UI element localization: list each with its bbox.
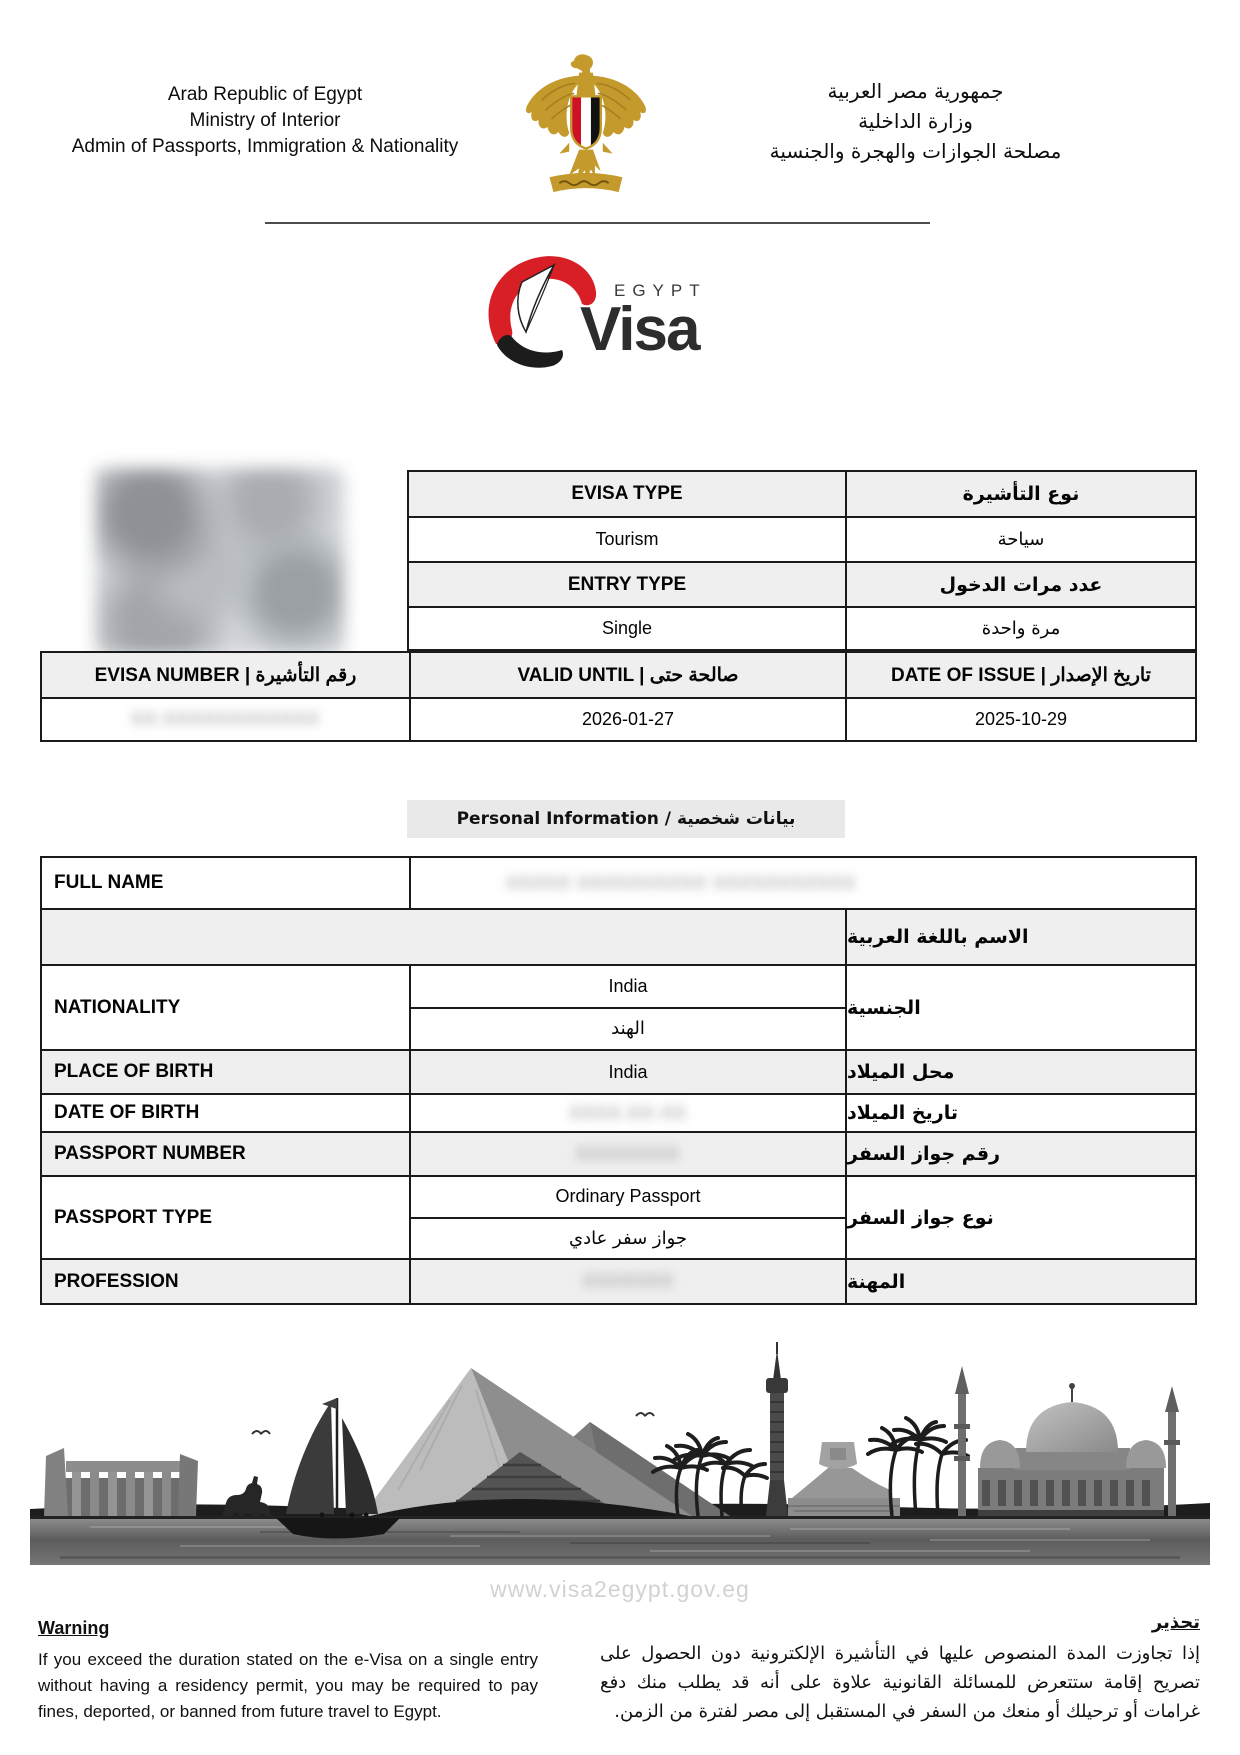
header-english-line2: Ministry of Interior [189, 110, 341, 131]
entry-type-value-en: Single [409, 606, 845, 649]
passport-number-label-ar: رقم جواز السفر [845, 1131, 1195, 1175]
date-of-birth-label: DATE OF BIRTH [42, 1093, 409, 1131]
valid-until-label: VALID UNTIL | صالحة حتى [409, 653, 845, 697]
sphinx [788, 1442, 900, 1516]
evisa-type-value-ar: سياحة [845, 516, 1195, 561]
qr-code-blurred [95, 468, 345, 656]
egypt-skyline-illustration [30, 1330, 1210, 1565]
arabic-name-label: الاسم باللغة العربية [845, 908, 1195, 964]
full-name-value-redacted: XXXXX XXXXXXXXXX XXXXXXXXXXX [506, 872, 857, 893]
passport-number-label: PASSPORT NUMBER [42, 1131, 409, 1175]
website-watermark: www.visa2egypt.gov.eg [490, 1576, 750, 1602]
date-of-issue-label: DATE OF ISSUE | تاريخ الإصدار [845, 653, 1195, 697]
evisa-number-value-redacted: XX-XXXXXXXXXXXX [130, 709, 321, 729]
personal-information-table [40, 856, 1197, 1305]
evisa-type-value-en: Tourism [409, 516, 845, 561]
header-english [55, 82, 475, 160]
place-of-birth-label: PLACE OF BIRTH [42, 1049, 409, 1093]
nationality-row [42, 964, 1195, 1049]
entry-type-value-ar: مرة واحدة [845, 606, 1195, 649]
date-of-issue-value: 2025-10-29 [845, 697, 1195, 740]
valid-until-value: 2026-01-27 [409, 697, 845, 740]
nationality-value-en: India [608, 975, 648, 996]
header-arabic-line3: مصلحة الجوازات والهجرة والجنسية [769, 139, 1062, 163]
arabic-name-value-empty [42, 908, 845, 964]
mosque [954, 1366, 1180, 1516]
nationality-value-ar: الهند [411, 1007, 845, 1050]
passport-type-value-en: Ordinary Passport [555, 1186, 701, 1207]
place-of-birth-label-ar: محل الميلاد [845, 1049, 1195, 1093]
profession-row [42, 1258, 1195, 1303]
visa-type-table [407, 470, 1197, 651]
shoreline [30, 1516, 1210, 1519]
profession-label-ar: المهنة [845, 1258, 1195, 1303]
temple-ruins [44, 1448, 198, 1516]
passport-type-value-ar: جواز سفر عادي [411, 1217, 845, 1259]
passport-number-row [42, 1131, 1195, 1175]
warning-text-english: If you exceed the duration stated on the e-Visa on a single entry without having a residency permit, you may be required to pay fines, deported, or banned from future travel to Egypt. [38, 1650, 538, 1721]
nationality-label: NATIONALITY [42, 964, 409, 1049]
full-name-row [42, 858, 1195, 908]
egypt-eagle-emblem-icon [512, 48, 660, 198]
header-arabic-line1: جمهورية مصر العربية [827, 79, 1004, 103]
header-arabic-line2: وزارة الداخلية [858, 109, 973, 133]
header-arabic [758, 76, 1073, 166]
passport-type-row [42, 1175, 1195, 1258]
date-of-birth-value-redacted: XXXX-XX-XX [568, 1102, 688, 1123]
header-english-line1: Arab Republic of Egypt [167, 84, 363, 105]
header-english-line3: Admin of Passports, Immigration & Nationality [71, 136, 459, 157]
place-of-birth-value: India [409, 1049, 845, 1093]
passport-type-label-ar: نوع جواز السفر [845, 1175, 1195, 1258]
date-of-birth-row [42, 1093, 1195, 1131]
logo-country-text: EGYPT [614, 281, 707, 300]
profession-value-redacted: XXXXXXX [582, 1271, 674, 1291]
warning-section-english [38, 1618, 538, 1725]
evisa-egypt-logo [468, 246, 728, 372]
place-of-birth-row [42, 1049, 1195, 1093]
logo-brand-text: Visa [580, 295, 699, 364]
cairo-tower [766, 1342, 788, 1516]
entry-type-label-en: ENTRY TYPE [409, 561, 845, 606]
warning-text-arabic: إذا تجاوزت المدة المنصوص عليها في التأشيرة الإلكترونية دون الحصول على تصريح إقامة ستتعرض للمسائلة القانونية علاوة على أنه قد يطلب منك دفع غرامات أو ترحيلك أو منعك من السفر في المستقبل إلى مصر لفترة من الزمن. [600, 1643, 1200, 1722]
profession-label: PROFESSION [42, 1258, 409, 1303]
full-name-label: FULL NAME [54, 872, 164, 893]
personal-information-section-title: Personal Information / بيانات شخصية [407, 800, 845, 838]
warning-section-arabic [600, 1612, 1200, 1726]
warning-title-arabic: تحذير [1151, 1612, 1200, 1633]
birds-icon-2 [636, 1413, 654, 1416]
arabic-name-row [42, 908, 1195, 964]
evisa-type-label-ar: نوع التأشيرة [845, 472, 1195, 516]
evisa-number-label: EVISA NUMBER | رقم التأشيرة [42, 653, 409, 697]
date-of-birth-label-ar: تاريخ الميلاد [845, 1093, 1195, 1131]
passport-type-label: PASSPORT TYPE [42, 1175, 409, 1258]
passport-number-value-redacted: XXXXXXXX [575, 1143, 681, 1164]
birds-icon [252, 1431, 270, 1434]
entry-type-label-ar: عدد مرات الدخول [845, 561, 1195, 606]
warning-title-english: Warning [38, 1618, 110, 1638]
nationality-label-ar: الجنسية [845, 964, 1195, 1049]
visa-number-table [40, 651, 1197, 742]
header-divider [265, 222, 930, 224]
evisa-type-label-en: EVISA TYPE [409, 472, 845, 516]
